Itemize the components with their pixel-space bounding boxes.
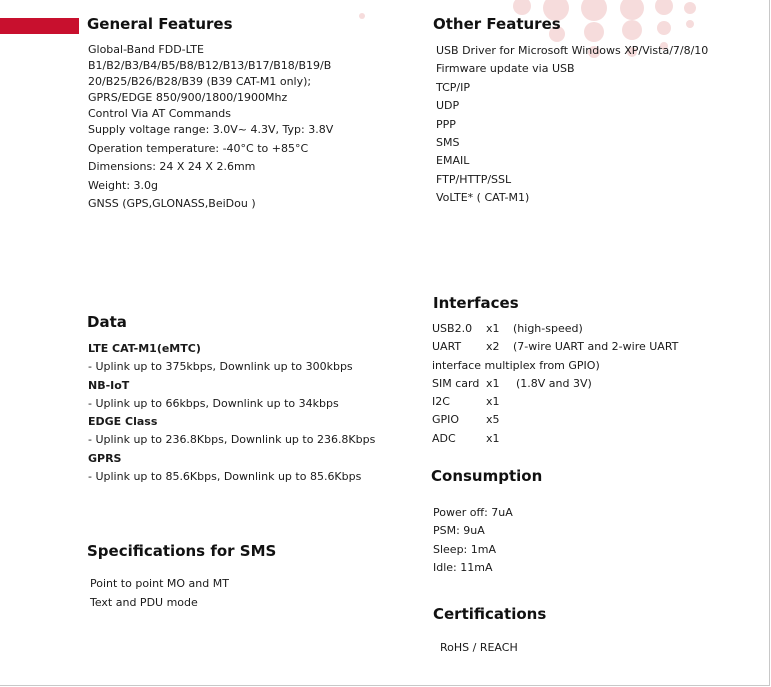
feature-item: UDP [436,99,460,113]
interface-note: (1.8V and 3V) [516,376,592,390]
decor-dot [620,0,644,20]
feature-item: Supply voltage range: 3.0V~ 4.3V, Typ: 3.8V [88,123,334,136]
interface-note: (7-wire UART and 2-wire UART [513,340,679,354]
feature-item: TCP/IP [436,80,470,94]
decor-dot [584,22,604,42]
general-features-list [88,121,333,214]
interfaces-table [432,320,678,448]
feature-item: GNSS (GPS,GLONASS,BeiDou ) [88,197,256,210]
sms-item: Text and PDU mode [90,596,198,609]
interface-name: ADC [432,431,456,445]
sms-list [90,574,229,612]
interface-note: interface multiplex from GPIO) [432,358,600,372]
feature-item: Firmware update via USB [436,62,575,76]
band-list [88,42,331,122]
data-group-title: NB-IoT [88,378,130,392]
interface-count: x5 [486,413,500,427]
interface-name: GPIO [432,413,460,427]
feature-item: VoLTE* ( CAT-M1) [436,191,530,205]
feature-item: Operation temperature: -40°C to +85°C [88,141,309,155]
interface-count: x1 [486,395,500,409]
interface-row [432,320,678,338]
consumption-heading: Consumption [431,467,543,485]
decor-dot [622,20,642,40]
interface-name: SIM card [432,376,480,390]
consumption-list [433,504,513,578]
other-features-heading: Other Features [433,15,561,33]
data-rates-list [88,340,375,486]
data-group-title: EDGE Class [88,415,158,429]
band-line: 20/B25/B26/B28/B39 (B39 CAT-M1 only); [88,75,312,88]
interface-row [432,375,678,393]
data-group-text: - Uplink up to 375kbps, Downlink up to 300kbps [88,360,353,374]
consumption-item: Sleep: 1mA [433,542,496,556]
interface-note-continuation [432,357,678,375]
interface-count: x1 [486,376,500,390]
data-group-text: - Uplink up to 85.6Kbps, Downlink up to 85.6Kbps [88,470,362,484]
interface-count: x2 [486,340,500,354]
sms-heading: Specifications for SMS [87,542,277,560]
decor-dot [513,0,531,15]
interface-count: x1 [486,322,500,335]
decor-dot [686,20,694,28]
interface-note: (high-speed) [513,322,583,335]
sms-item: Point to point MO and MT [90,577,229,590]
band-line: Global-Band FDD-LTE [88,43,204,56]
other-features-list [436,42,708,208]
interface-row [432,393,678,411]
data-group-text: - Uplink up to 66kbps, Downlink up to 34kbps [88,396,339,410]
decor-dot [684,2,696,14]
certification-item: RoHS / REACH [440,641,518,654]
interface-name: I2C [432,395,450,409]
certifications-list [440,640,518,656]
interface-name: USB2.0 [432,322,473,335]
band-line: GPRS/EDGE 850/900/1800/1900Mhz [88,91,288,104]
feature-item: Dimensions: 24 X 24 X 2.6mm [88,160,256,173]
decor-dot [655,0,673,15]
band-line: B1/B2/B3/B4/B5/B8/B12/B13/B17/B18/B19/B [88,59,332,72]
feature-item: PPP [436,117,456,131]
interface-row [432,338,678,356]
interface-count: x1 [486,431,500,445]
band-line: Control Via AT Commands [88,107,231,120]
interfaces-heading: Interfaces [433,294,519,312]
interface-row [432,411,678,429]
consumption-item: Power off: 7uA [433,506,513,519]
decor-dot [657,21,671,35]
feature-item: Weight: 3.0g [88,178,159,192]
feature-item: SMS [436,136,460,150]
decor-dot [581,0,607,21]
general-features-heading: General Features [87,15,233,33]
interface-name: UART [432,340,462,354]
feature-item: FTP/HTTP/SSL [436,172,512,186]
feature-item: USB Driver for Microsoft Windows XP/Vista/7/8/10 [436,44,709,57]
decor-dot [359,13,365,19]
data-group-title: GPRS [88,451,122,465]
data-heading: Data [87,313,127,331]
consumption-item: Idle: 11mA [433,561,493,575]
interface-row [432,430,678,448]
feature-item: EMAIL [436,154,470,168]
data-group-title: LTE CAT-M1(eMTC) [88,342,201,355]
certifications-heading: Certifications [433,605,547,623]
consumption-item: PSM: 9uA [433,524,485,538]
data-group-text: - Uplink up to 236.8Kbps, Downlink up to 236.8Kbps [88,433,376,447]
